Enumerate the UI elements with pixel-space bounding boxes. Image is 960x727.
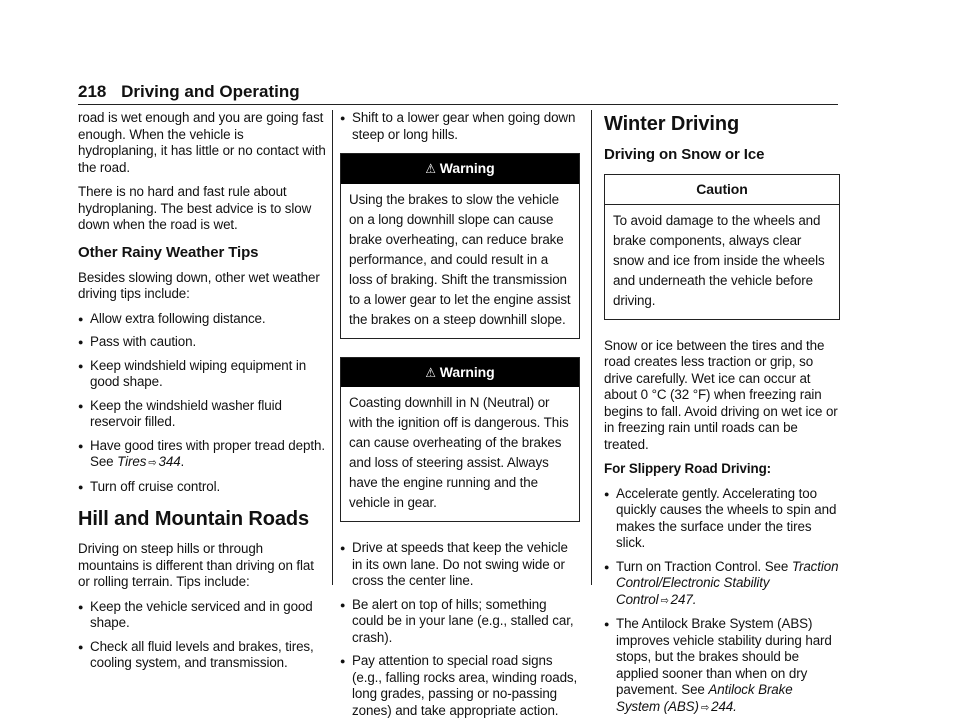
slippery-tips-list bbox=[604, 486, 840, 717]
list-item bbox=[604, 559, 840, 610]
paragraph: Driving on steep hills or through mountains is different than driving on flat or rolling terrain. Tips include: bbox=[78, 541, 314, 589]
hill-tips-list-2 bbox=[340, 540, 580, 719]
warning-icon: ⚠ bbox=[425, 161, 436, 176]
caution-box bbox=[604, 174, 840, 320]
warning-title: Warning bbox=[439, 160, 495, 176]
list-item-text: Turn on Traction Control. See bbox=[616, 558, 789, 574]
caution-header: Caution bbox=[605, 175, 839, 205]
column-right bbox=[604, 110, 840, 724]
warning-text: Using the brakes to slow the vehicle on a long downhill slope can cause brake overheating, can reduce brake performance, and could result in a loss of braking. Shift the transmission to a lower gear to let the engine assist the brakes on a steep downhill slope. bbox=[349, 191, 571, 327]
heading-hill-roads: Hill and Mountain Roads bbox=[78, 508, 310, 530]
list-item: ● Pass with caution. bbox=[78, 334, 326, 351]
column-divider bbox=[591, 110, 592, 585]
column-middle bbox=[340, 110, 580, 727]
heading-snow-ice: Driving on Snow or Ice bbox=[604, 146, 765, 163]
abs-link[interactable]: Antilock Brake System (ABS) bbox=[616, 682, 793, 714]
list-item: ● Be alert on top of hills; something could be in your lane (e.g., stalled car, crash). bbox=[340, 597, 580, 647]
heading-rainy-tips: Other Rainy Weather Tips bbox=[78, 243, 259, 261]
warning-text: Coasting downhill in N (Neutral) or with the ignition off is dangerous. This can cause overheating of the brakes and loss of steering assist. Always have the engine running and the vehicle in gear. bbox=[349, 395, 569, 510]
list-item: ● Keep the vehicle serviced and in good shape. bbox=[78, 599, 326, 632]
page-ref-icon: ⇨ bbox=[700, 701, 710, 714]
warning-icon: ⚠ bbox=[425, 364, 436, 380]
list-item-text: Have good tires with proper tread depth. See bbox=[90, 437, 325, 469]
column-divider bbox=[332, 110, 333, 585]
list-item-text: The Antilock Brake System (ABS) improves vehicle stability during hard stops, but the brakes should be applied sooner than when on dry pavement. See bbox=[616, 616, 832, 697]
tires-page-ref[interactable]: 344 bbox=[158, 454, 181, 469]
page-ref-icon: ⇨ bbox=[148, 457, 157, 469]
list-item bbox=[604, 616, 840, 716]
tires-link[interactable]: Tires bbox=[117, 454, 147, 469]
list-item: ● Shift to a lower gear when going down steep or long hills. bbox=[340, 110, 580, 143]
warning-box bbox=[340, 357, 580, 523]
heading-winter-driving: Winter Driving bbox=[604, 113, 740, 135]
hill-tips-list-cont bbox=[340, 110, 580, 143]
abs-page-ref[interactable]: 244. bbox=[711, 698, 737, 714]
warning-box bbox=[340, 153, 580, 339]
paragraph: Besides slowing down, other wet weather driving tips include: bbox=[78, 269, 320, 301]
list-item: ● Accelerate gently. Accelerating too quickly causes the wheels to spin and makes the surface under the tires slick. bbox=[604, 486, 840, 552]
list-item: ● Allow extra following distance. bbox=[78, 311, 326, 328]
slippery-label: For Slippery Road Driving: bbox=[604, 461, 772, 476]
list-item: ● Have good tires with proper tread depth. See Tires ⇨ 344. bbox=[78, 438, 326, 472]
list-item: ● Turn off cruise control. bbox=[78, 479, 326, 496]
list-item: ● Check all fluid levels and brakes, tires, cooling system, and transmission. bbox=[78, 639, 326, 672]
traction-control-link[interactable]: Traction Control/Electronic Stability Control bbox=[616, 558, 839, 607]
page-number: 218 bbox=[78, 82, 107, 101]
section-title: Driving and Operating bbox=[121, 82, 300, 101]
paragraph: Snow or ice between the tires and the road creates less traction or grip, so drive carefully. Wet ice can occur at about 0 °C (32 °F) when freezing rain begins to fall. Avoid driving on wet ice or in freezing rain until roads can be treated. bbox=[604, 337, 838, 452]
warning-title: Warning bbox=[439, 363, 495, 380]
traction-control-page-ref[interactable]: 247. bbox=[670, 591, 697, 607]
rainy-tips-list bbox=[78, 311, 326, 496]
hill-tips-list bbox=[78, 599, 326, 672]
warning-header bbox=[341, 358, 579, 388]
warning-header bbox=[341, 154, 579, 184]
paragraph: There is no hard and fast rule about hydroplaning. The best advice is to slow down when the road is wet. bbox=[78, 184, 312, 232]
column-left bbox=[78, 110, 326, 680]
list-item: ● Pay attention to special road signs (e.g., falling rocks area, winding roads, long grades, passing or no-passing zones) and take appropriate action. bbox=[340, 653, 580, 719]
header-divider bbox=[78, 104, 838, 105]
paragraph: road is wet enough and you are going fast enough. When the vehicle is hydroplaning, it has little or no contact with the road. bbox=[78, 110, 326, 175]
list-item: ● Keep windshield wiping equipment in good shape. bbox=[78, 358, 326, 391]
list-item: ● Drive at speeds that keep the vehicle in its own lane. Do not swing wide or cross the center line. bbox=[340, 540, 580, 590]
page-header bbox=[78, 82, 300, 106]
caution-text: To avoid damage to the wheels and brake components, always clear snow and ice from inside the wheels and underneath the vehicle before driving. bbox=[613, 212, 825, 308]
page-ref-icon: ⇨ bbox=[660, 594, 669, 607]
list-item: ● Keep the windshield washer fluid reservoir filled. bbox=[78, 398, 326, 431]
